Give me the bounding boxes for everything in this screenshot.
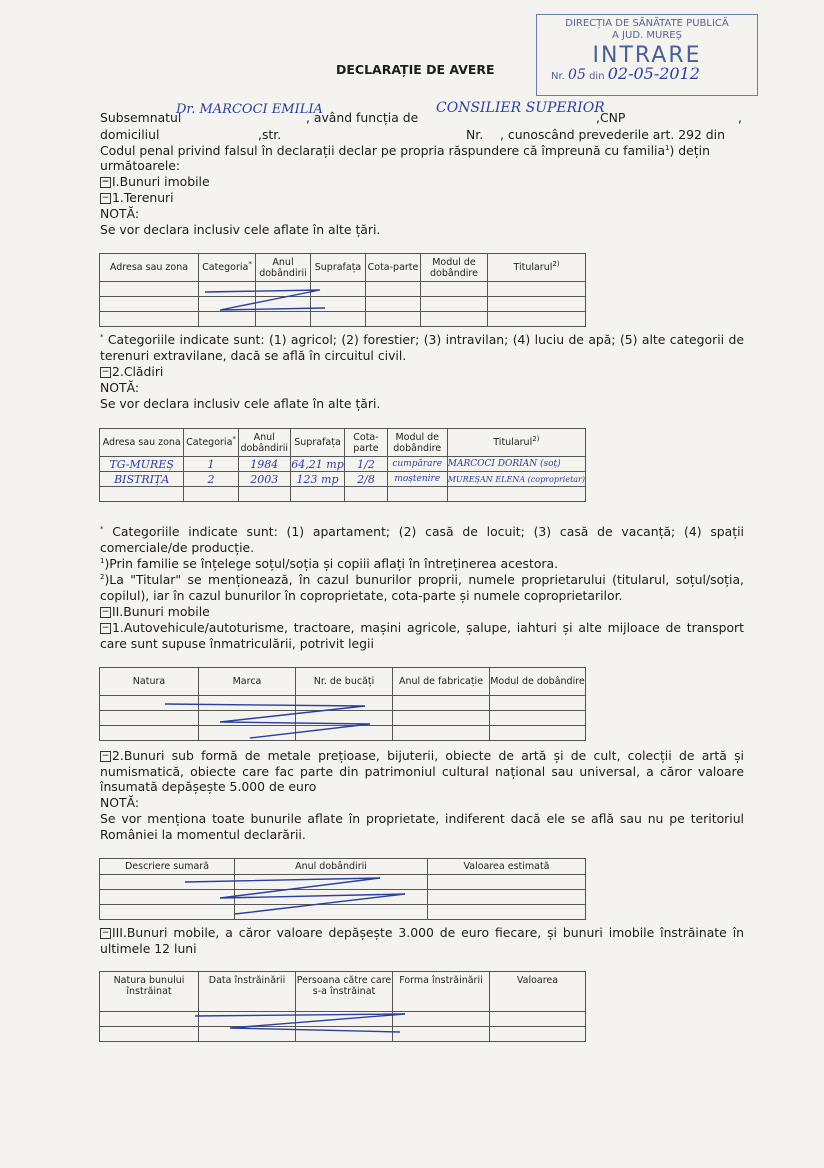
col-header: Descriere sumară <box>100 859 235 875</box>
nota2-label: NOTĂ: <box>100 380 140 395</box>
collapse-icon: − <box>101 177 110 187</box>
section-1-title: I.Bunuri imobile <box>112 174 210 189</box>
nota3-label: NOTĂ: <box>100 795 140 810</box>
cancel-scribble <box>180 876 420 916</box>
categories-note-2: * Categoriile indicate sunt: (1) apartament; (2) casă de locuit; (3) casă de vacanță; (4) spații comerciale/de producție. <box>100 524 744 555</box>
cell: TG-MUREȘ <box>100 457 184 472</box>
nota3-text: Se vor menționa toate bunurile aflate în proprietate, indiferent dacă ele se află sau nu pe teritoriul României la momentul declarării. <box>100 811 744 842</box>
intro-line2-tail: , cunoscând prevederile art. 292 din <box>500 127 725 142</box>
terenuri-table <box>99 253 586 327</box>
table-row <box>100 457 586 472</box>
avand-functia-label: , având funcția de <box>306 110 419 125</box>
col-header: Adresa sau zona <box>100 429 184 457</box>
col-header: Anul de fabricație <box>393 668 490 696</box>
col-header: Valoarea <box>490 972 586 1012</box>
cell: moștenire <box>387 472 447 487</box>
cell: 123 mp <box>290 472 344 487</box>
intro-line3 <box>100 143 710 159</box>
col-header: Persoana către care s-a înstrăinat <box>296 972 393 1012</box>
section-1-2-heading <box>100 364 163 380</box>
table-row <box>100 472 586 487</box>
col-header: Forma înstrăinării <box>393 972 490 1012</box>
nota1-label: NOTĂ: <box>100 206 140 221</box>
cancel-scribble <box>160 698 380 742</box>
col-header: Titularul$^{2)}$ <box>447 429 585 457</box>
domiciliul-label: domiciliul <box>100 127 160 142</box>
str-label: ,str. <box>258 127 282 142</box>
col-header: Modul de dobândire <box>387 429 447 457</box>
col-header: Anul dobândirii <box>256 254 311 282</box>
col-header: Nr. de bucăți <box>296 668 393 696</box>
col-header: Natura bunului înstrăinat <box>100 972 199 1012</box>
intro-line4: următoarele: <box>100 158 181 173</box>
section-3-heading: − III.Bunuri mobile, a căror valoare depășește 3.000 de euro fiecare, și bunuri imobile înstrăinate în ultimele 12 luni <box>100 925 744 956</box>
table-row <box>100 297 586 312</box>
nr-label: Nr. <box>466 127 484 142</box>
collapse-icon: − <box>101 193 110 203</box>
col-header: Categoria* <box>184 429 238 457</box>
col-header: Anul dobândirii <box>235 859 428 875</box>
collapse-icon: − <box>101 623 110 633</box>
nota1-text: Se vor declara inclusiv cele aflate în alte țări. <box>100 222 381 237</box>
col-header: Modul de dobândire <box>490 668 586 696</box>
cnp-label: ,CNP <box>596 110 626 125</box>
table-row <box>100 312 586 327</box>
cell: MARCOCI DORIAN (soț) <box>447 457 585 472</box>
page-title: DECLARAȚIE DE AVERE <box>336 62 495 77</box>
collapse-icon: − <box>101 928 110 938</box>
col-header: Categoria* <box>199 254 256 282</box>
registration-stamp <box>536 14 758 96</box>
section-1-1-heading <box>100 190 174 206</box>
categories-note-1: * Categoriile indicate sunt: (1) agricol; (2) forestier; (3) intravilan; (4) luciu de apă; (5) alte categorii de terenuri extravilane, dacă se află în circuitul civil. <box>100 332 744 363</box>
intro-sup: 1 <box>665 143 670 152</box>
section-1-1-title: 1.Terenuri <box>112 190 174 205</box>
cell: 2003 <box>238 472 290 487</box>
col-header: Modul de dobândire <box>421 254 488 282</box>
col-header: Marca <box>199 668 296 696</box>
cell: BISTRIȚA <box>100 472 184 487</box>
stamp-din-label: din <box>589 71 605 82</box>
stamp-line3: INTRARE <box>592 43 702 68</box>
col-header: Suprafața <box>290 429 344 457</box>
nota2-text: Se vor declara inclusiv cele aflate în alte țări. <box>100 396 381 411</box>
section-1-heading <box>100 174 210 190</box>
col-header: Anul dobândirii <box>238 429 290 457</box>
intro-line1 <box>100 110 181 126</box>
section-2-2-heading: − 2.Bunuri sub formă de metale prețioase, bijuterii, obiecte de artă și de cult, colecții de artă și numismatică, obiecte care fac parte din patrimoniul cultural național sau universal, a căror valoare însumată depășește 5.000 de euro <box>100 748 744 794</box>
cell: 1984 <box>238 457 290 472</box>
collapse-icon: − <box>101 367 110 377</box>
cnp-comma: , <box>738 110 742 125</box>
col-header: Natura <box>100 668 199 696</box>
col-header: Cota-parte <box>345 429 388 457</box>
collapse-icon: − <box>101 751 110 761</box>
stamp-din-value: 02-05-2012 <box>607 64 700 83</box>
table-row <box>100 487 586 502</box>
intro-line3-text: Codul penal privind falsul în declarații declar pe propria răspundere că împreună cu familia <box>100 143 666 158</box>
cell: 1 <box>184 457 238 472</box>
cancel-scribble <box>200 286 330 316</box>
stamp-number-line <box>537 64 757 83</box>
cladiri-table <box>99 428 586 502</box>
section-1-2-title: 2.Clădiri <box>112 364 164 379</box>
col-header: Adresa sau zona <box>100 254 199 282</box>
section-2-1-heading: − 1.Autovehicule/autoturisme, tractoare, mașini agricole, șalupe, iahturi și alte mijloace de transport care sunt supuse înmatriculării, potrivit legii <box>100 620 744 651</box>
cell: 2/8 <box>345 472 388 487</box>
footnote-2: $^2$)La "Titular" se menționează, în cazul bunurilor proprii, numele proprietarului (titularul, soțul/soția, copilul), iar în cazul bunurilor în coproprietate, cota-parte și numele coproprietarilor. <box>100 572 744 603</box>
cell: MUREȘAN ELENA (coproprietar) <box>447 472 585 487</box>
col-header: Valoarea estimată <box>428 859 586 875</box>
function-handwritten: CONSILIER SUPERIOR <box>436 100 605 116</box>
col-header: Suprafața <box>311 254 366 282</box>
subsemnatul-label: Subsemnatul <box>100 110 182 125</box>
col-header: Titularul$^{2)}$ <box>488 254 586 282</box>
col-header: Data înstrăinării <box>199 972 296 1012</box>
section-2-title: II.Bunuri mobile <box>112 604 210 619</box>
cell: 1/2 <box>345 457 388 472</box>
intro-line3-tail: ) dețin <box>669 143 710 158</box>
cell: cumpărare <box>387 457 447 472</box>
stamp-nr-value: 05 <box>568 67 586 83</box>
section-2-heading <box>100 604 210 620</box>
cell: 64,21 mp <box>291 457 344 471</box>
stamp-nr-label: Nr. <box>551 71 565 82</box>
stamp-line1: DIRECȚIA DE SĂNĂTATE PUBLICĂ <box>565 18 729 29</box>
stamp-line2: A JUD. MUREȘ <box>612 30 682 41</box>
collapse-icon: − <box>101 607 110 617</box>
table-row <box>100 282 586 297</box>
footnote-1: $^1$)Prin familie se înțelege soțul/soția și copiii aflați în întreținerea acestora. <box>100 556 559 571</box>
col-header: Cota-parte <box>366 254 421 282</box>
name-handwritten: Dr. MARCOCI EMILIA <box>176 102 323 117</box>
cell: 2 <box>184 472 238 487</box>
cancel-scribble <box>190 1008 420 1038</box>
